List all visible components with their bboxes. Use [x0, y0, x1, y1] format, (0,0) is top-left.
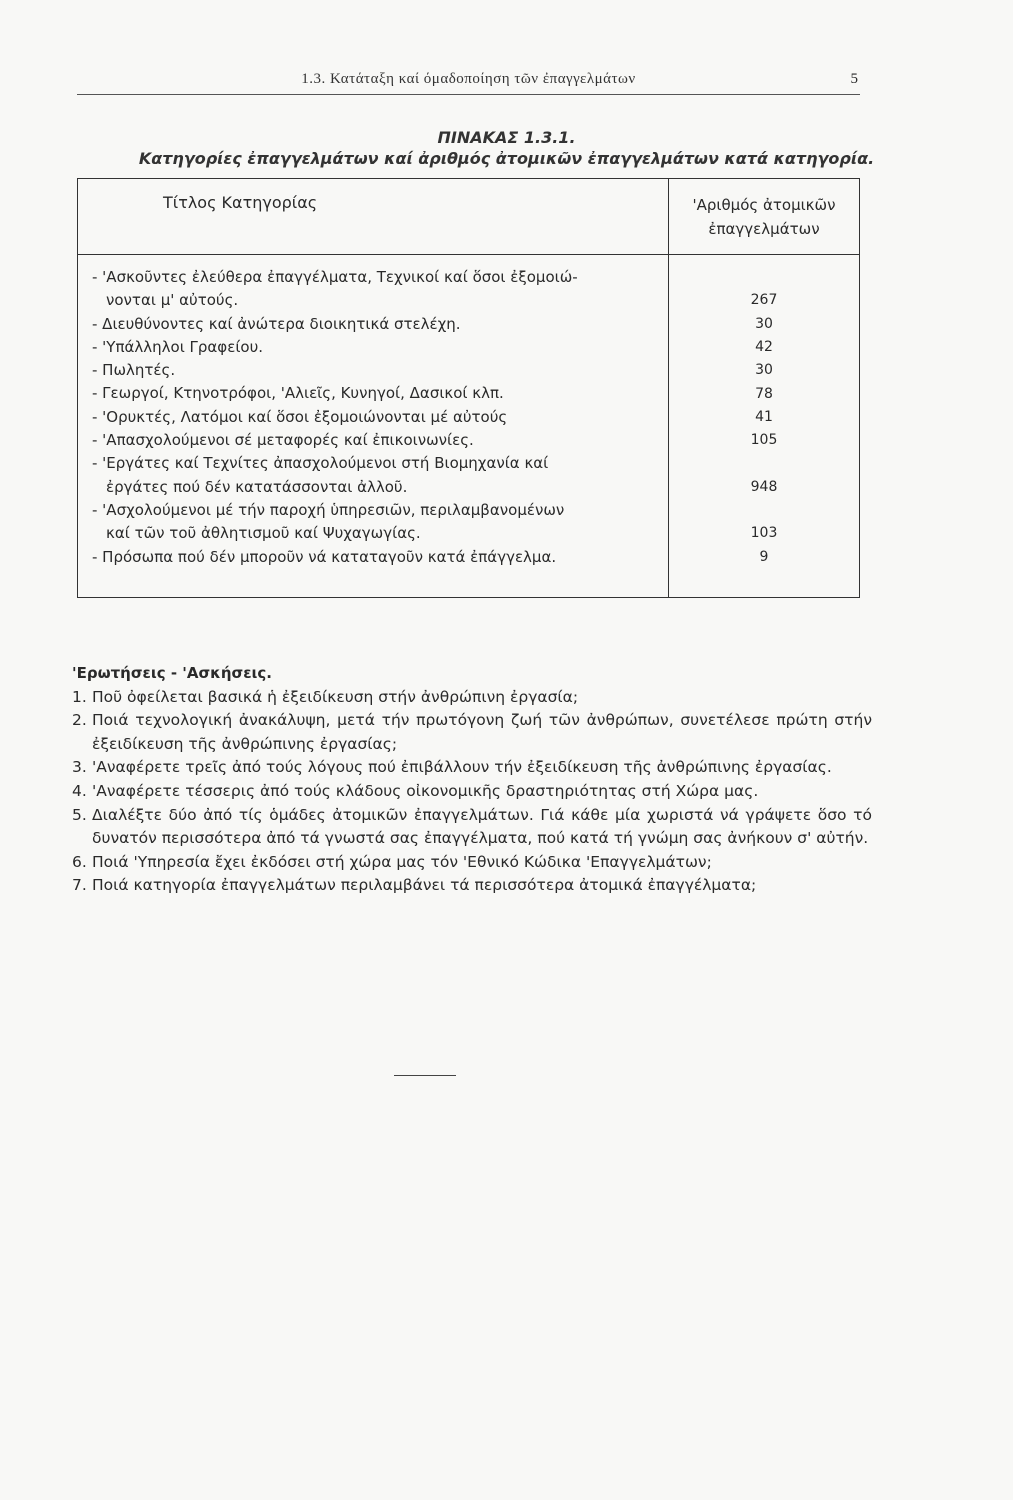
question-item [72, 804, 872, 851]
categories-table [77, 178, 860, 598]
table-caption: Κατηγορίες ἐπαγγελμάτων καί ἀριθμός ἀτομικῶν ἐπαγγελμάτων κατά κατηγορία. [138, 149, 875, 168]
table-row [92, 429, 662, 452]
table-label: ΠΙΝΑΚΑΣ 1.3.1. [437, 128, 576, 147]
category-label: - Πρόσωπα πού δέν μποροῦν νά καταταγοῦν κατά ἐπάγγελμα. [92, 547, 557, 566]
column-header-title: Τίτλος Κατηγορίας [163, 193, 318, 212]
category-count: 30 [755, 362, 773, 379]
category-label: νονται μ' αὐτούς. [106, 291, 239, 310]
table-row [92, 452, 662, 499]
question-number: 3. [72, 758, 87, 777]
category-count: 948 [750, 478, 778, 495]
category-label: - 'Υπάλληλοι Γραφείου. [92, 337, 264, 356]
table-row [92, 313, 662, 336]
category-count: 9 [759, 548, 769, 565]
category-label: - 'Εργάτες καί Τεχνίτες ἀπασχολούμενοι στή Βιομηχανία καί [92, 454, 549, 473]
column-header-count-line1: 'Αριθμός ἀτομικῶν [692, 196, 836, 214]
question-text: Ποιά τεχνολογική ἀνακάλυψη, μετά τήν πρωτόγονη ζωή τῶν ἀνθρώπων, συνετέλεσε πρώτη στήν ἐξειδίκευση τῆς ἀνθρώπινης ἐργασίας; [92, 711, 872, 753]
table-row [92, 499, 662, 546]
question-number: 6. [72, 852, 87, 871]
column-header-count-line2: ἐπαγγελμάτων [708, 220, 820, 238]
category-label: καί τῶν τοῦ ἀθλητισμοῦ καί Ψυχαγωγίας. [106, 524, 421, 543]
category-label: - 'Ορυκτές, Λατόμοι καί ὅσοι ἐξομοιώνονται μέ αὐτούς [92, 407, 508, 426]
question-number: 5. [72, 805, 87, 824]
header-title: 1.3. Κατάταξη καί όμαδοποίηση τῶν ἐπαγγελμάτων [301, 71, 636, 87]
category-count: 267 [750, 292, 778, 309]
category-count: 103 [750, 525, 778, 542]
questions-title: 'Ερωτήσεις - 'Ασκήσεις. [72, 664, 272, 682]
question-text: 'Αναφέρετε τρεῖς ἀπό τούς λόγους πού ἐπιβάλλουν τήν ἐξειδίκευση τῆς ἀνθρώπινης ἐργασίας. [92, 758, 832, 777]
category-label: - Γεωργοί, Κτηνοτρόφοι, 'Αλιεῖς, Κυνηγοί, Δασικοί κλπ. [92, 384, 504, 403]
question-number: 4. [72, 781, 87, 800]
category-count: 42 [755, 338, 773, 355]
question-item [72, 851, 872, 875]
question-number: 1. [72, 687, 87, 706]
question-number: 7. [72, 876, 87, 895]
question-item [72, 874, 872, 898]
question-item [72, 780, 872, 804]
category-label: ἐργάτες πού δέν κατατάσσονται ἀλλοῦ. [106, 477, 408, 496]
category-label: - 'Ασχολούμενοι μέ τήν παροχή ὑπηρεσιῶν, περιλαμβανομένων [92, 500, 565, 519]
question-item [72, 709, 872, 756]
table-row [92, 546, 662, 569]
question-text: Ποιά κατηγορία ἐπαγγελμάτων περιλαμβάνει τά περισσότερα ἀτομικά ἐπαγγέλματα; [92, 876, 757, 895]
category-list [92, 266, 662, 569]
table-row [92, 406, 662, 429]
running-header [77, 70, 860, 95]
category-label: - 'Απασχολούμενοι σέ μεταφορές καί ἐπικοινωνίες. [92, 431, 474, 450]
question-text: Διαλέξτε δύο ἀπό τίς ὁμάδες ἀτομικῶν ἐπαγγελμάτων. Γιά κάθε μία χωριστά νά γράψετε ὅσο τό δυνατόν περισσότερα ἀπό τά γνωστά σας ἐπαγγέλματα, πού κατά τή γνώμη σας ἀνήκουν σ' αὐτήν. [92, 805, 872, 848]
questions-section [72, 662, 872, 898]
column-header-count [669, 193, 859, 241]
question-text: 'Αναφέρετε τέσσερις ἀπό τούς κλάδους οἰκονομικῆς δραστηριότητας στή Χώρα μας. [92, 781, 759, 800]
header-divider [78, 254, 859, 255]
table-row [92, 336, 662, 359]
end-rule [394, 1075, 456, 1076]
question-item [72, 756, 872, 780]
category-label: - Διευθύνοντες καί ἀνώτερα διοικητικά στελέχη. [92, 314, 461, 333]
category-count: 41 [755, 408, 773, 425]
category-label: - Πωλητές. [92, 361, 176, 380]
question-text: Ποῦ ὀφείλεται βασικά ἡ ἐξειδίκευση στήν ἀνθρώπινη ἐργασία; [92, 687, 579, 706]
category-count: 105 [750, 432, 778, 449]
page-number: 5 [850, 71, 858, 87]
category-count: 30 [755, 315, 773, 332]
question-number: 2. [72, 711, 87, 730]
category-count: 78 [755, 385, 773, 402]
question-text: Ποιά 'Υπηρεσία ἔχει ἐκδόσει στή χώρα μας τόν 'Εθνικό Κώδικα 'Επαγγελμάτων; [92, 852, 712, 871]
table-row [92, 359, 662, 382]
table-row [92, 266, 662, 313]
question-item [72, 686, 872, 710]
questions-list [72, 686, 872, 898]
category-label: - 'Ασκοῦντες ἐλεύθερα ἐπαγγέλματα, Τεχνικοί καί ὅσοι ἐξομοιώ- [92, 268, 578, 286]
table-row [92, 382, 662, 405]
